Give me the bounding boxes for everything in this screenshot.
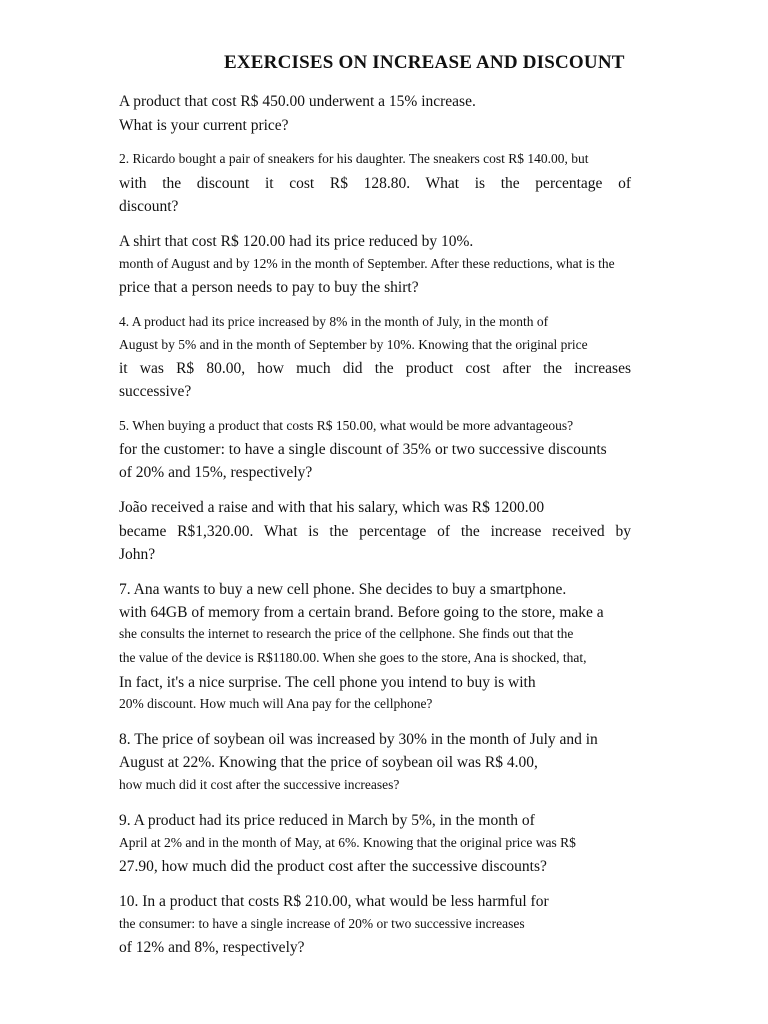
- exercise-2-line-1: 2. Ricardo bought a pair of sneakers for his daughter. The sneakers cost R$ 140.00, but: [119, 151, 589, 166]
- exercise-6-line-2: became R$1,320.00. What is the percentage of the increase received by: [119, 523, 631, 540]
- exercise-9-line-2: April at 2% and in the month of May, at 6%. Knowing that the original price was R$: [119, 835, 576, 850]
- exercise-2-line-3: discount?: [119, 198, 179, 215]
- exercise-5-line-3: of 20% and 15%, respectively?: [119, 464, 313, 481]
- exercise-7-line-1: 7. Ana wants to buy a new cell phone. She decides to buy a smartphone.: [119, 581, 567, 598]
- exercise-10-line-3: of 12% and 8%, respectively?: [119, 939, 305, 956]
- exercise-8-line-1: 8. The price of soybean oil was increased by 30% in the month of July and in: [119, 731, 598, 748]
- exercise-3-line-2: month of August and by 12% in the month of September. After these reductions, what is the: [119, 256, 615, 271]
- exercise-4-line-2: August by 5% and in the month of September by 10%. Knowing that the original price: [119, 337, 588, 352]
- exercise-4-line-3: it was R$ 80.00, how much did the product cost after the increases: [119, 360, 631, 377]
- exercise-9-line-3: 27.90, how much did the product cost after the successive discounts?: [119, 858, 547, 875]
- exercise-7-line-3: she consults the internet to research the price of the cellphone. She finds out that the: [119, 626, 574, 641]
- exercise-8-line-2: August at 22%. Knowing that the price of soybean oil was R$ 4.00,: [119, 754, 538, 771]
- exercise-5-line-2: for the customer: to have a single discount of 35% or two successive discounts: [119, 441, 607, 458]
- exercise-7-line-6: 20% discount. How much will Ana pay for the cellphone?: [119, 696, 433, 711]
- exercise-1-line-2: What is your current price?: [119, 117, 289, 134]
- exercise-3-line-1: A shirt that cost R$ 120.00 had its price reduced by 10%.: [119, 233, 474, 250]
- exercise-7-line-5: In fact, it's a nice surprise. The cell phone you intend to buy is with: [119, 674, 536, 691]
- exercise-4-line-1: 4. A product had its price increased by 8% in the month of July, in the month of: [119, 314, 549, 329]
- exercise-10-line-2: the consumer: to have a single increase of 20% or two successive increases: [119, 916, 525, 931]
- exercise-5-line-1: 5. When buying a product that costs R$ 150.00, what would be more advantageous?: [119, 418, 574, 433]
- exercise-1-line-1: A product that cost R$ 450.00 underwent a 15% increase.: [119, 93, 476, 110]
- exercise-6-line-1: João received a raise and with that his salary, which was R$ 1200.00: [119, 499, 545, 516]
- exercise-7-line-2: with 64GB of memory from a certain brand. Before going to the store, make a: [119, 604, 604, 621]
- page-title: EXERCISES ON INCREASE AND DISCOUNT: [224, 52, 625, 73]
- exercise-8-line-3: how much did it cost after the successive increases?: [119, 777, 400, 792]
- exercise-6-line-3: John?: [119, 546, 156, 563]
- exercise-4-line-4: successive?: [119, 383, 192, 400]
- exercise-7-line-4: the value of the device is R$1180.00. When she goes to the store, Ana is shocked, that,: [119, 650, 587, 665]
- exercise-2-line-2: with the discount it cost R$ 128.80. What is the percentage of: [119, 175, 631, 192]
- exercise-3-line-3: price that a person needs to pay to buy the shirt?: [119, 279, 419, 296]
- exercise-10-line-1: 10. In a product that costs R$ 210.00, what would be less harmful for: [119, 893, 549, 910]
- exercise-9-line-1: 9. A product had its price reduced in March by 5%, in the month of: [119, 812, 535, 829]
